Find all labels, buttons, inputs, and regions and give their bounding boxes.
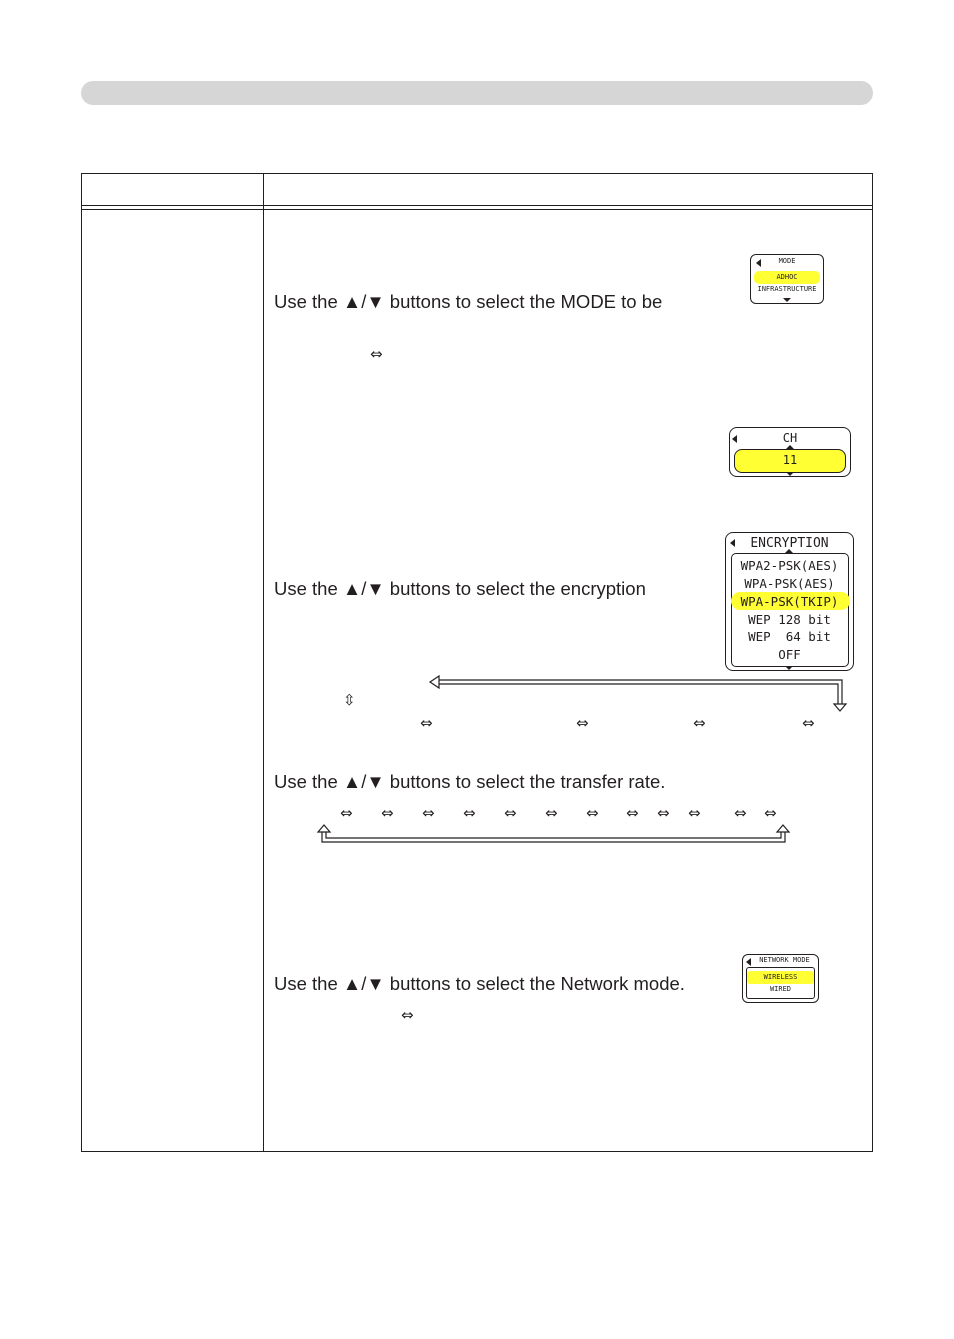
mode-instruction: Use the ▲/▼ buttons to select the MODE to be	[274, 291, 663, 312]
rate-arrow-icon: ⇔	[422, 804, 435, 822]
table-header-divider-double	[82, 209, 872, 210]
rate-arrow-icon: ⇔	[688, 804, 701, 822]
osd-channel-title: CH	[782, 431, 798, 445]
rate-instruction: Use the ▲/▼ buttons to select the transfer rate.	[274, 771, 666, 792]
osd-mode-option: ADHOC	[776, 273, 798, 281]
osd-network-option: WIRED	[769, 985, 792, 993]
down-triangle-icon	[783, 298, 791, 302]
rate-arrow-icon: ⇔	[657, 804, 670, 822]
encryption-arrow-icon: ⇔	[420, 714, 433, 732]
section-header-bar	[81, 81, 873, 105]
osd-encryption-option: WEP 64 bit	[748, 629, 831, 644]
osd-encryption-option: WPA-PSK(AES)	[744, 576, 835, 591]
up-triangle-icon	[785, 549, 793, 553]
rate-arrow-icon: ⇔	[626, 804, 639, 822]
down-triangle-icon	[785, 666, 793, 670]
rate-arrow-icon: ⇔	[586, 804, 599, 822]
rate-cycle-arrow-icon	[315, 823, 800, 848]
network-arrow-icon: ⇔	[401, 1006, 414, 1024]
osd-mode-title: MODE	[778, 257, 796, 265]
mode-arrow-icon: ⇔	[370, 345, 383, 363]
osd-mode-option: INFRASTRUCTURE	[757, 285, 817, 293]
rate-arrow-icon: ⇔	[734, 804, 747, 822]
osd-channel-menu	[729, 427, 851, 477]
osd-encryption-option: WPA2-PSK(AES)	[740, 558, 839, 573]
osd-encryption-menu	[725, 532, 854, 671]
osd-encryption-option: OFF	[778, 647, 801, 662]
osd-encryption-option: WEP 128 bit	[748, 612, 831, 627]
rate-arrow-icon: ⇔	[504, 804, 517, 822]
table-header-divider	[82, 205, 872, 206]
encryption-updown-arrow-icon: ⇳	[343, 691, 356, 709]
rate-arrow-icon: ⇔	[340, 804, 353, 822]
network-instruction: Use the ▲/▼ buttons to select the Network mode.	[274, 973, 685, 994]
down-triangle-icon	[786, 472, 794, 476]
rate-arrow-icon: ⇔	[764, 804, 777, 822]
osd-encryption-title: ENCRYPTION	[750, 536, 829, 551]
osd-network-title: NETWORK MODE	[759, 956, 810, 964]
encryption-instruction: Use the ▲/▼ buttons to select the encryption	[274, 578, 646, 599]
osd-channel-value: 11	[782, 453, 798, 467]
osd-mode-menu	[750, 254, 824, 304]
osd-network-menu	[742, 954, 819, 1003]
encryption-arrow-icon: ⇔	[693, 714, 706, 732]
encryption-cycle-arrow-icon	[425, 674, 855, 714]
osd-network-option: WIRELESS	[763, 973, 798, 981]
osd-encryption-option: WPA-PSK(TKIP)	[740, 594, 839, 609]
rate-arrow-icon: ⇔	[463, 804, 476, 822]
encryption-arrow-icon: ⇔	[802, 714, 815, 732]
encryption-arrow-icon: ⇔	[576, 714, 589, 732]
rate-arrow-icon: ⇔	[545, 804, 558, 822]
rate-arrow-icon: ⇔	[381, 804, 394, 822]
table-column-divider	[263, 174, 264, 1151]
